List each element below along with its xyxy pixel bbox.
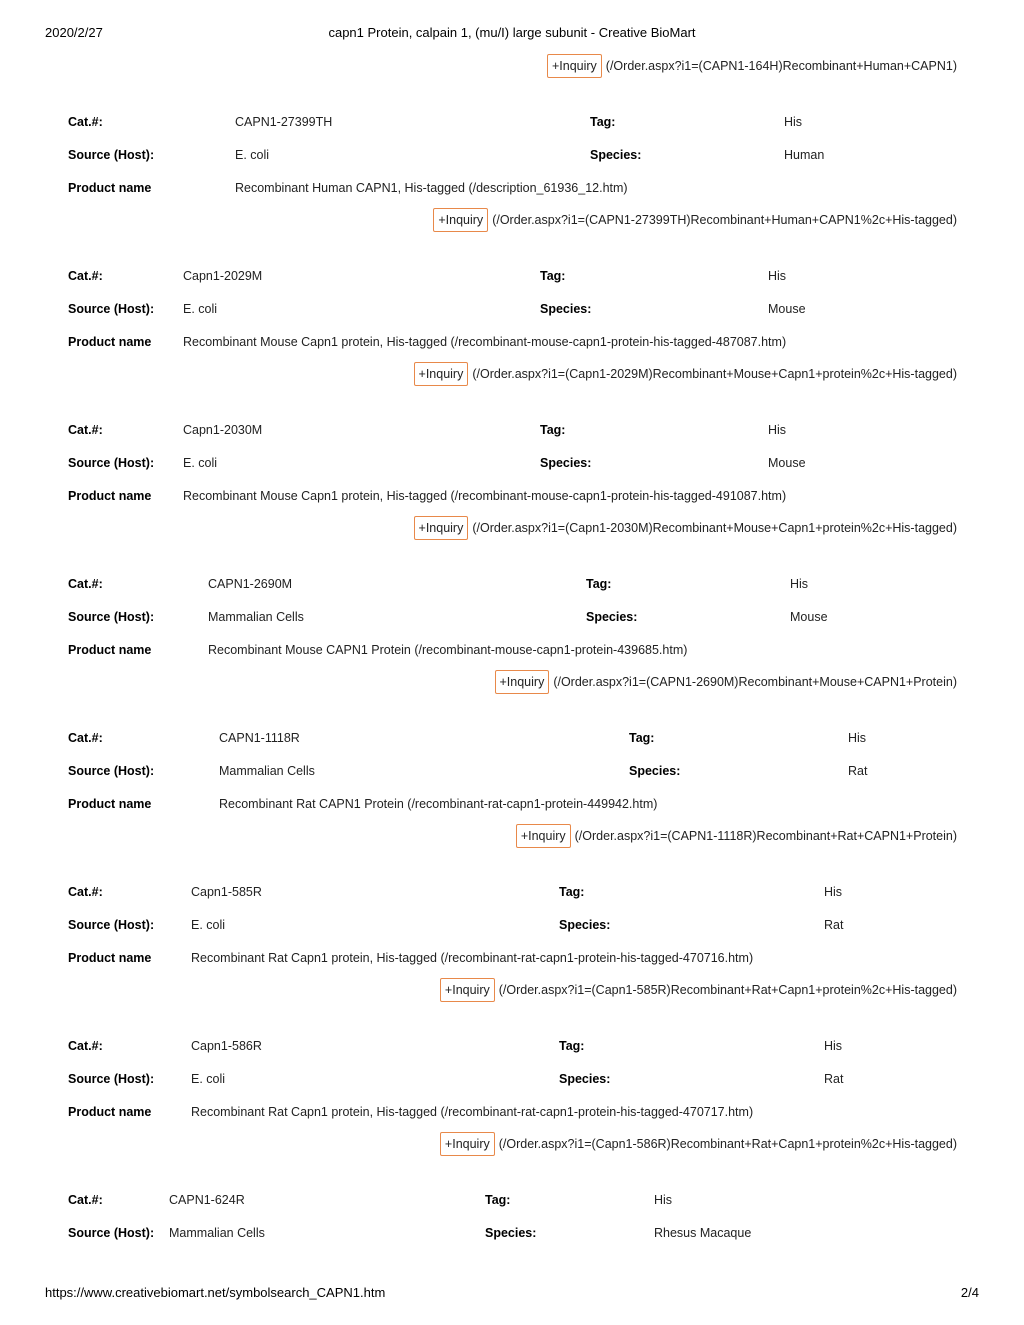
inquiry-button[interactable]: +Inquiry bbox=[516, 824, 571, 848]
species-value: Human bbox=[784, 148, 825, 162]
inquiry-row bbox=[414, 362, 957, 386]
tag-label: Tag: bbox=[629, 731, 655, 745]
product-name-link[interactable]: Recombinant Rat Capn1 protein, His-tagged (/recombinant-rat-capn1-protein-his-tagged-470717.htm) bbox=[191, 1105, 754, 1119]
cat-value: Capn1-2029M bbox=[183, 269, 263, 283]
product-name-link[interactable]: Recombinant Mouse Capn1 protein, His-tagged (/recombinant-mouse-capn1-protein-his-tagged-491087.htm) bbox=[183, 489, 787, 503]
inquiry-button[interactable]: +Inquiry bbox=[414, 362, 469, 386]
product-name-label: Product name bbox=[68, 181, 152, 195]
source-value: E. coli bbox=[191, 918, 226, 932]
inquiry-link[interactable]: (/Order.aspx?i1=(Capn1-586R)Recombinant+Rat+Capn1+protein%2c+His-tagged) bbox=[498, 1137, 957, 1151]
inquiry-button[interactable]: +Inquiry bbox=[547, 54, 602, 78]
product-name-link[interactable]: Recombinant Rat CAPN1 Protein (/recombinant-rat-capn1-protein-449942.htm) bbox=[219, 797, 658, 811]
inquiry-row bbox=[433, 208, 957, 232]
tag-label: Tag: bbox=[590, 115, 616, 129]
page-number: 2/4 bbox=[960, 1285, 979, 1300]
cat-label: Cat.#: bbox=[68, 1039, 103, 1053]
inquiry-row bbox=[440, 978, 957, 1002]
inquiry-row bbox=[495, 670, 958, 694]
inquiry-button[interactable]: +Inquiry bbox=[433, 208, 488, 232]
species-value: Rat bbox=[824, 1072, 844, 1086]
product-name-link[interactable]: Recombinant Mouse Capn1 protein, His-tagged (/recombinant-mouse-capn1-protein-his-tagged-487087.htm) bbox=[183, 335, 787, 349]
species-label: Species: bbox=[586, 610, 638, 624]
cat-value: Capn1-586R bbox=[191, 1039, 262, 1053]
inquiry-link[interactable]: (/Order.aspx?i1=(CAPN1-1118R)Recombinant+Rat+CAPN1+Protein) bbox=[574, 829, 957, 843]
source-value: Mammalian Cells bbox=[208, 610, 304, 624]
species-value: Rat bbox=[848, 764, 868, 778]
source-value: Mammalian Cells bbox=[169, 1226, 265, 1240]
print-date: 2020/2/27 bbox=[45, 25, 103, 40]
source-label: Source (Host): bbox=[68, 456, 155, 470]
source-value: E. coli bbox=[183, 456, 218, 470]
inquiry-button[interactable]: +Inquiry bbox=[440, 1132, 495, 1156]
cat-label: Cat.#: bbox=[68, 731, 103, 745]
inquiry-link[interactable]: (/Order.aspx?i1=(CAPN1-164H)Recombinant+Human+CAPN1) bbox=[605, 59, 957, 73]
page-title: capn1 Protein, calpain 1, (mu/I) large subunit - Creative BioMart bbox=[328, 25, 696, 40]
source-label: Source (Host): bbox=[68, 918, 155, 932]
cat-label: Cat.#: bbox=[68, 577, 103, 591]
tag-label: Tag: bbox=[485, 1193, 511, 1207]
product-name-label: Product name bbox=[68, 643, 152, 657]
product-name-link[interactable]: Recombinant Mouse CAPN1 Protein (/recombinant-mouse-capn1-protein-439685.htm) bbox=[208, 643, 688, 657]
product-name-label: Product name bbox=[68, 335, 152, 349]
tag-value: His bbox=[784, 115, 803, 129]
product-name-link[interactable]: Recombinant Rat Capn1 protein, His-tagged (/recombinant-rat-capn1-protein-his-tagged-470716.htm) bbox=[191, 951, 754, 965]
tag-value: His bbox=[768, 423, 787, 437]
source-value: E. coli bbox=[191, 1072, 226, 1086]
species-label: Species: bbox=[559, 1072, 611, 1086]
top-inquiry-row bbox=[547, 54, 957, 78]
source-label: Source (Host): bbox=[68, 302, 155, 316]
cat-value: CAPN1-27399TH bbox=[235, 115, 333, 129]
cat-label: Cat.#: bbox=[68, 423, 103, 437]
tag-value: His bbox=[768, 269, 787, 283]
cat-value: Capn1-585R bbox=[191, 885, 262, 899]
cat-value: CAPN1-624R bbox=[169, 1193, 245, 1207]
species-value: Mouse bbox=[768, 302, 806, 316]
tag-label: Tag: bbox=[586, 577, 612, 591]
species-label: Species: bbox=[485, 1226, 537, 1240]
source-label: Source (Host): bbox=[68, 1072, 155, 1086]
cat-label: Cat.#: bbox=[68, 115, 103, 129]
product-name-label: Product name bbox=[68, 951, 152, 965]
source-label: Source (Host): bbox=[68, 148, 155, 162]
tag-value: His bbox=[824, 1039, 843, 1053]
footer-url: https://www.creativebiomart.net/symbolsearch_CAPN1.htm bbox=[45, 1285, 386, 1300]
product-name-label: Product name bbox=[68, 797, 152, 811]
inquiry-row bbox=[516, 824, 957, 848]
tag-value: His bbox=[654, 1193, 673, 1207]
inquiry-link[interactable]: (/Order.aspx?i1=(Capn1-2030M)Recombinant+Mouse+Capn1+protein%2c+His-tagged) bbox=[472, 521, 957, 535]
source-label: Source (Host): bbox=[68, 764, 155, 778]
inquiry-link[interactable]: (/Order.aspx?i1=(CAPN1-27399TH)Recombinant+Human+CAPN1%2c+His-tagged) bbox=[492, 213, 957, 227]
species-label: Species: bbox=[590, 148, 642, 162]
tag-value: His bbox=[790, 577, 809, 591]
inquiry-link[interactable]: (/Order.aspx?i1=(Capn1-2029M)Recombinant+Mouse+Capn1+protein%2c+His-tagged) bbox=[472, 367, 957, 381]
species-value: Rhesus Macaque bbox=[654, 1226, 752, 1240]
species-value: Rat bbox=[824, 918, 844, 932]
species-value: Mouse bbox=[768, 456, 806, 470]
tag-label: Tag: bbox=[540, 269, 566, 283]
inquiry-link[interactable]: (/Order.aspx?i1=(CAPN1-2690M)Recombinant+Mouse+CAPN1+Protein) bbox=[553, 675, 957, 689]
tag-label: Tag: bbox=[559, 885, 585, 899]
species-label: Species: bbox=[540, 456, 592, 470]
cat-value: CAPN1-2690M bbox=[208, 577, 293, 591]
inquiry-link[interactable]: (/Order.aspx?i1=(Capn1-585R)Recombinant+Rat+Capn1+protein%2c+His-tagged) bbox=[498, 983, 957, 997]
species-label: Species: bbox=[629, 764, 681, 778]
cat-label: Cat.#: bbox=[68, 885, 103, 899]
cat-label: Cat.#: bbox=[68, 1193, 103, 1207]
product-name-label: Product name bbox=[68, 1105, 152, 1119]
inquiry-row bbox=[414, 516, 957, 540]
tag-value: His bbox=[848, 731, 867, 745]
source-value: E. coli bbox=[183, 302, 218, 316]
tag-label: Tag: bbox=[540, 423, 566, 437]
species-label: Species: bbox=[540, 302, 592, 316]
source-label: Source (Host): bbox=[68, 1226, 155, 1240]
source-value: Mammalian Cells bbox=[219, 764, 315, 778]
inquiry-button[interactable]: +Inquiry bbox=[495, 670, 550, 694]
product-name-link[interactable]: Recombinant Human CAPN1, His-tagged (/description_61936_12.htm) bbox=[235, 181, 628, 195]
source-label: Source (Host): bbox=[68, 610, 155, 624]
inquiry-button[interactable]: +Inquiry bbox=[414, 516, 469, 540]
inquiry-button[interactable]: +Inquiry bbox=[440, 978, 495, 1002]
cat-value: Capn1-2030M bbox=[183, 423, 263, 437]
species-value: Mouse bbox=[790, 610, 828, 624]
tag-label: Tag: bbox=[559, 1039, 585, 1053]
tag-value: His bbox=[824, 885, 843, 899]
cat-value: CAPN1-1118R bbox=[219, 731, 300, 745]
cat-label: Cat.#: bbox=[68, 269, 103, 283]
source-value: E. coli bbox=[235, 148, 270, 162]
product-name-label: Product name bbox=[68, 489, 152, 503]
inquiry-row bbox=[440, 1132, 957, 1156]
species-label: Species: bbox=[559, 918, 611, 932]
